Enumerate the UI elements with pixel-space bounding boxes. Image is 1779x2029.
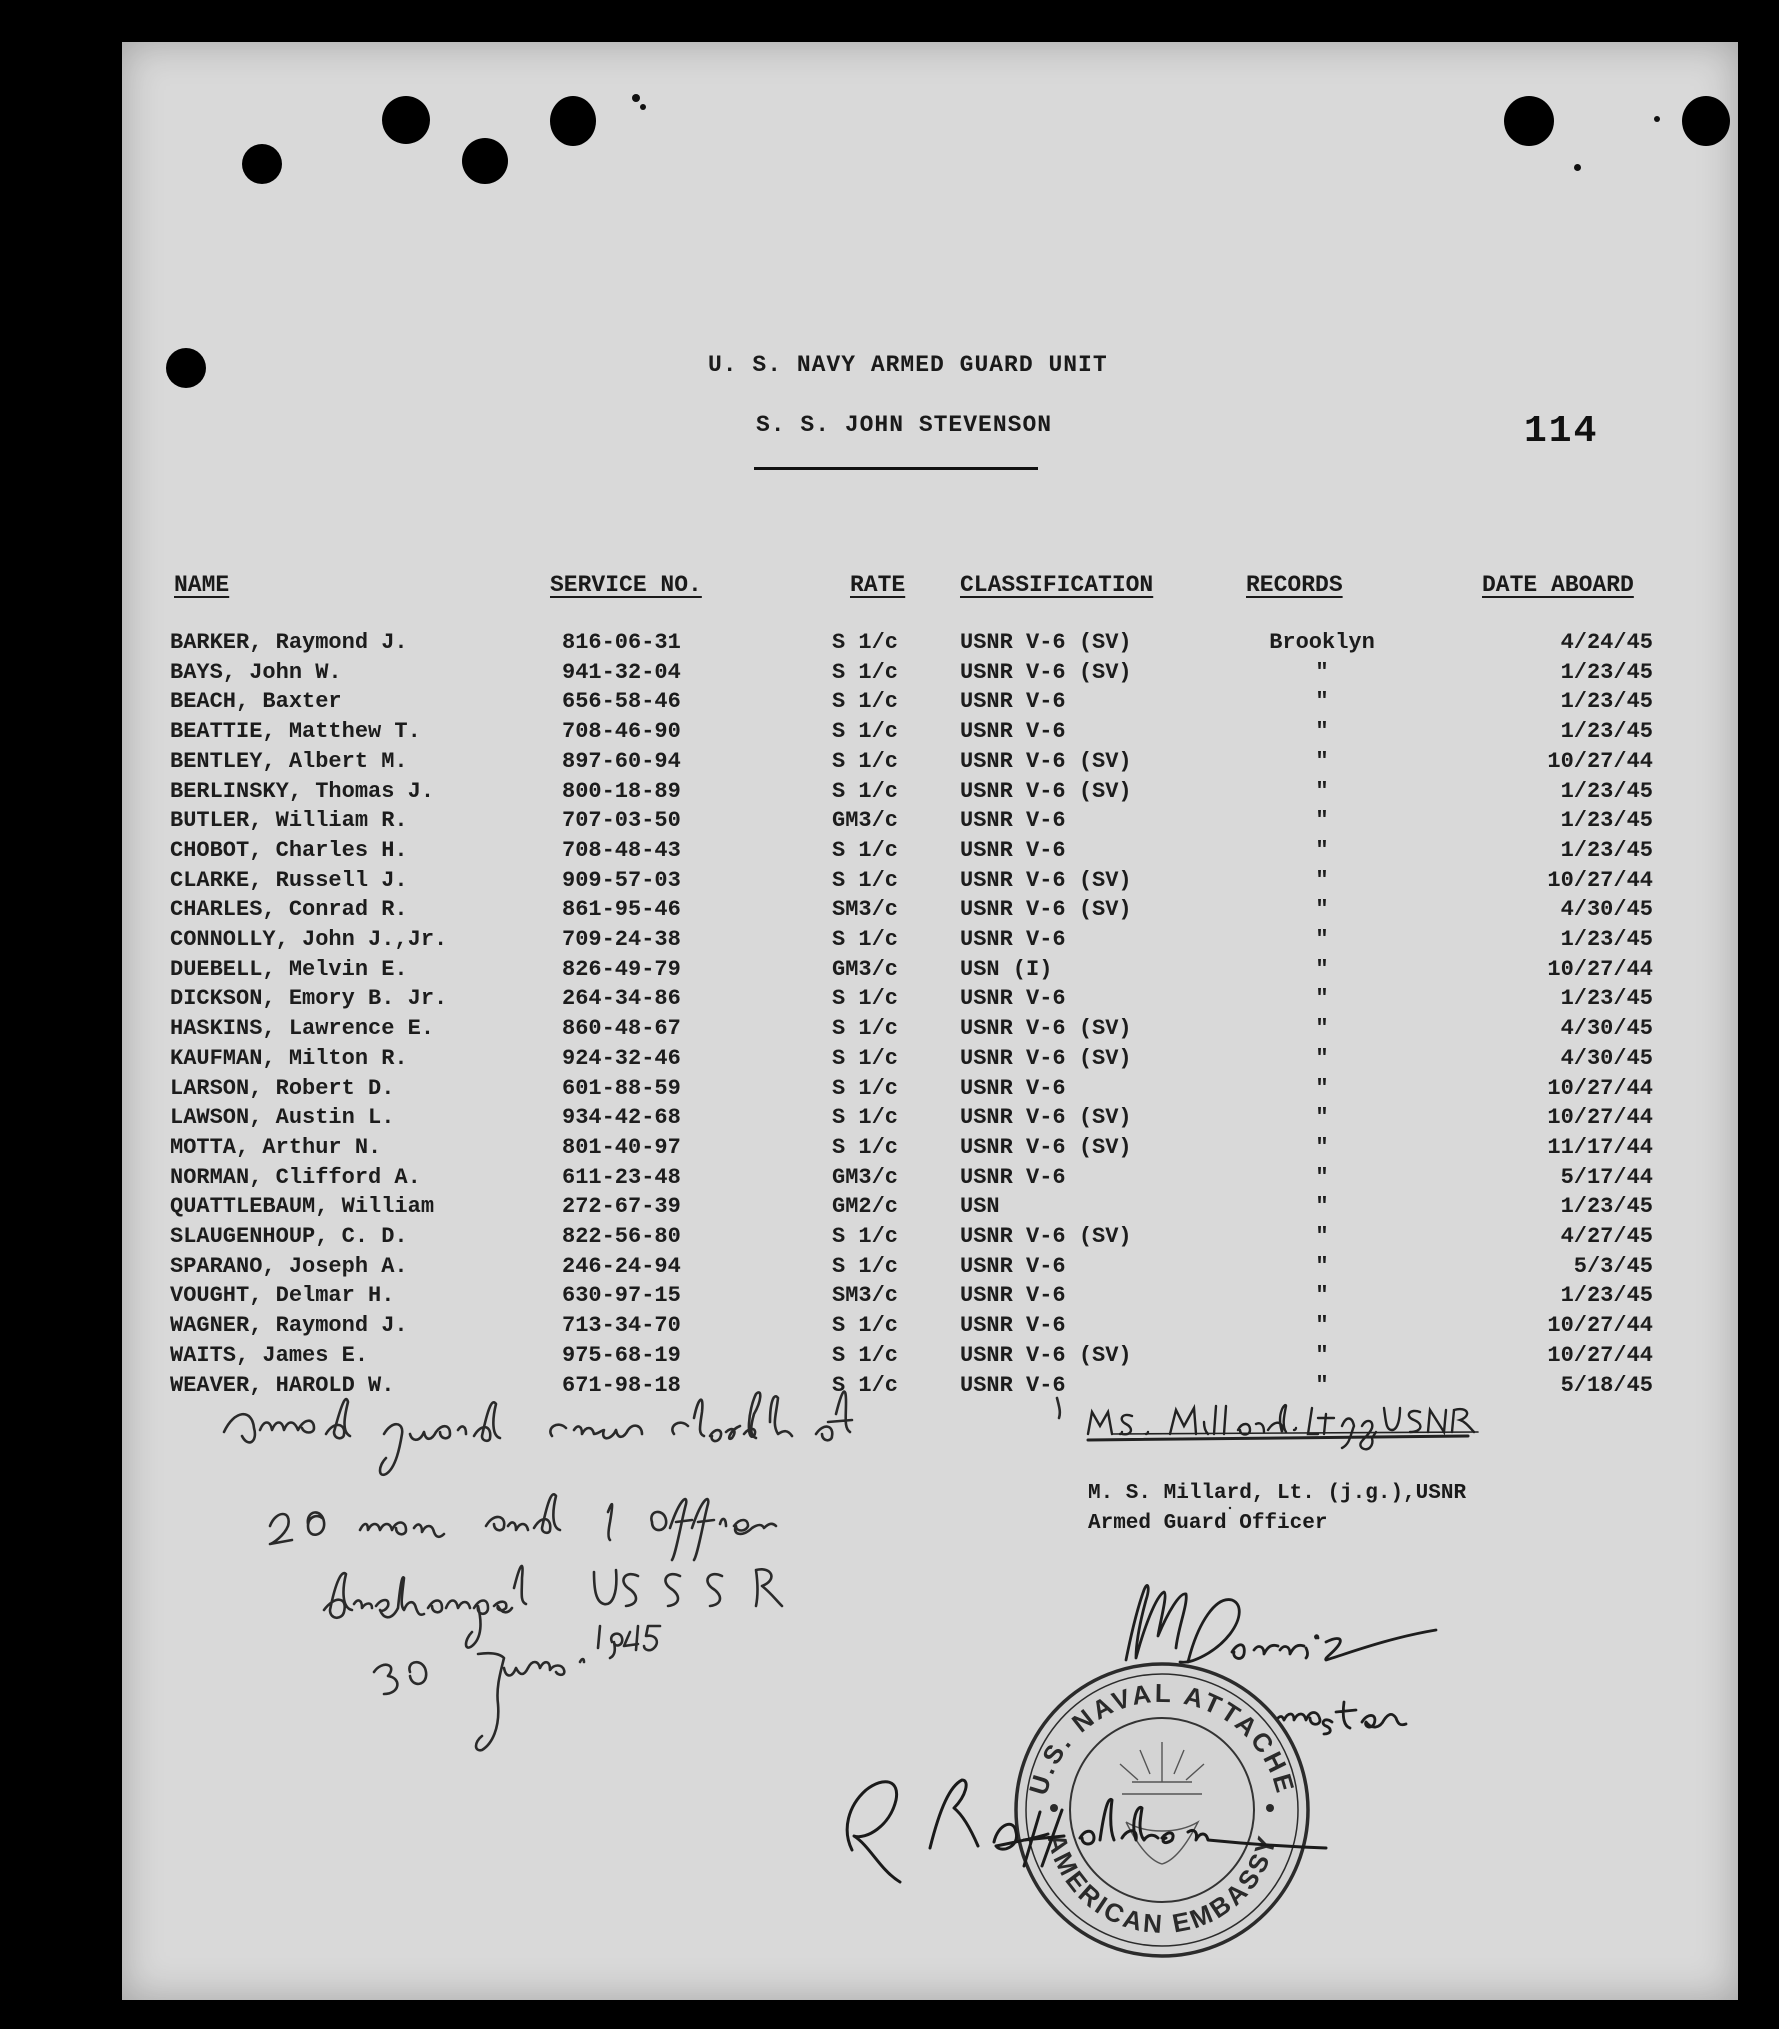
row-rate: S 1/c xyxy=(832,1075,899,1101)
row-classification: USNR V-6 xyxy=(960,1283,1066,1309)
column-header-name: NAME xyxy=(174,572,230,598)
row-date-aboard: 1/23/45 xyxy=(1560,778,1653,804)
row-name: WAGNER, Raymond J. xyxy=(170,1313,408,1339)
row-rate: SM3/c xyxy=(832,1283,899,1309)
row-name: BEATTIE, Matthew T. xyxy=(170,719,421,745)
row-service-no: 941-32-04 xyxy=(562,659,681,685)
row-rate: S 1/c xyxy=(832,837,899,863)
row-name: LARSON, Robert D. xyxy=(170,1075,395,1101)
row-service-no: 246-24-94 xyxy=(562,1253,681,1279)
row-records: " xyxy=(1315,956,1329,982)
row-classification: USNR V-6 xyxy=(960,1164,1066,1190)
row-date-aboard: 1/23/45 xyxy=(1560,808,1653,834)
row-service-no: 630-97-15 xyxy=(562,1283,681,1309)
row-rate: S 1/c xyxy=(832,1016,899,1042)
row-classification: USN (I) xyxy=(960,956,1053,982)
row-name: DICKSON, Emory B. Jr. xyxy=(170,986,448,1012)
column-header-classification: CLASSIFICATION xyxy=(960,572,1154,598)
row-name: LAWSON, Austin L. xyxy=(170,1105,395,1131)
row-classification: USNR V-6 xyxy=(960,986,1066,1012)
row-records: " xyxy=(1315,1016,1329,1042)
row-rate: GM3/c xyxy=(832,1164,899,1190)
row-date-aboard: 5/18/45 xyxy=(1560,1372,1653,1398)
row-classification: USNR V-6 xyxy=(960,808,1066,834)
row-records: " xyxy=(1315,719,1329,745)
row-service-no: 975-68-19 xyxy=(562,1342,681,1368)
row-classification: USNR V-6 xyxy=(960,1075,1066,1101)
row-records: " xyxy=(1315,1313,1329,1339)
row-rate: S 1/c xyxy=(832,689,899,715)
row-rate: S 1/c xyxy=(832,719,899,745)
naval-attache-stamp xyxy=(1016,1664,1308,1956)
row-classification: USNR V-6 (SV) xyxy=(960,1224,1132,1249)
row-date-aboard: 5/3/45 xyxy=(1573,1253,1653,1279)
handwritten-note xyxy=(224,1392,1060,1751)
row-rate: S 1/c xyxy=(832,1313,899,1339)
row-name: CHOBOT, Charles H. xyxy=(170,837,408,863)
row-records: " xyxy=(1315,1075,1329,1101)
row-records: " xyxy=(1315,1342,1329,1368)
officer-title: Armed Guard Officer xyxy=(1088,1512,1328,1535)
row-rate: S 1/c xyxy=(832,986,899,1012)
row-classification: USNR V-6 (SV) xyxy=(960,1134,1132,1160)
column-header-date-aboard: DATE ABOARD xyxy=(1482,572,1634,598)
row-records: " xyxy=(1315,837,1329,863)
row-classification: USNR V-6 (SV) xyxy=(960,897,1132,923)
row-name: CLARKE, Russell J. xyxy=(170,867,408,893)
row-classification: USNR V-6 (SV) xyxy=(960,1045,1132,1071)
row-date-aboard: 1/23/45 xyxy=(1560,986,1653,1012)
row-records: " xyxy=(1315,808,1329,834)
row-service-no: 707-03-50 xyxy=(562,808,681,834)
row-records: " xyxy=(1315,778,1329,804)
officer-name-typed: M. S. Millard, Lt. (j.g.),USNR xyxy=(1088,1482,1467,1505)
row-name: SPARANO, Joseph A. xyxy=(170,1253,408,1279)
row-name: QUATTLEBAUM, William xyxy=(170,1194,435,1220)
row-rate: S 1/c xyxy=(832,748,899,774)
row-rate: S 1/c xyxy=(832,659,899,685)
row-name: CONNOLLY, John J.,Jr. xyxy=(170,927,448,952)
row-service-no: 801-40-97 xyxy=(562,1134,681,1160)
row-classification: USNR V-6 xyxy=(960,1253,1066,1279)
row-records: " xyxy=(1315,1105,1329,1131)
row-date-aboard: 5/17/44 xyxy=(1560,1164,1653,1190)
row-classification: USNR V-6 xyxy=(960,927,1066,952)
unit-title: U. S. NAVY ARMED GUARD UNIT xyxy=(708,352,1108,378)
row-records: " xyxy=(1315,1253,1329,1279)
row-service-no: 656-58-46 xyxy=(562,689,681,715)
document-page xyxy=(122,42,1738,2000)
row-classification: USNR V-6 xyxy=(960,1372,1066,1398)
row-records: " xyxy=(1315,1224,1329,1249)
row-date-aboard: 10/27/44 xyxy=(1547,1313,1653,1339)
row-date-aboard: 1/23/45 xyxy=(1560,927,1653,952)
row-classification: USNR V-6 xyxy=(960,719,1066,745)
row-name: BERLINSKY, Thomas J. xyxy=(170,778,435,804)
row-rate: S 1/c xyxy=(832,867,899,893)
row-name: KAUFMAN, Milton R. xyxy=(170,1045,408,1071)
row-service-no: 800-18-89 xyxy=(562,778,681,804)
row-service-no: 861-95-46 xyxy=(562,897,681,923)
column-header-rate: RATE xyxy=(850,572,906,598)
row-rate: S 1/c xyxy=(832,630,899,655)
row-rate: S 1/c xyxy=(832,1224,899,1249)
row-service-no: 708-48-43 xyxy=(562,837,681,863)
row-date-aboard: 4/30/45 xyxy=(1560,1016,1653,1042)
row-rate: S 1/c xyxy=(832,778,899,804)
row-service-no: 709-24-38 xyxy=(562,927,681,952)
officer-signature xyxy=(1088,1405,1478,1508)
row-date-aboard: 10/27/44 xyxy=(1547,1342,1653,1368)
row-service-no: 708-46-90 xyxy=(562,719,681,745)
row-name: BARKER, Raymond J. xyxy=(170,630,408,655)
column-header-records: RECORDS xyxy=(1246,572,1343,598)
row-service-no: 816-06-31 xyxy=(562,630,681,655)
row-classification: USNR V-6 (SV) xyxy=(960,1016,1132,1042)
row-rate: S 1/c xyxy=(832,1045,899,1071)
row-name: NORMAN, Clifford A. xyxy=(170,1164,421,1190)
row-name: SLAUGENHOUP, C. D. xyxy=(170,1224,408,1249)
row-rate: GM2/c xyxy=(832,1194,899,1220)
row-date-aboard: 1/23/45 xyxy=(1560,837,1653,863)
row-date-aboard: 11/17/44 xyxy=(1547,1134,1653,1160)
row-rate: S 1/c xyxy=(832,1105,899,1131)
row-classification: USNR V-6 (SV) xyxy=(960,630,1132,655)
row-name: CHARLES, Conrad R. xyxy=(170,897,408,923)
row-service-no: 826-49-79 xyxy=(562,956,681,982)
row-records: " xyxy=(1315,897,1329,923)
row-service-no: 909-57-03 xyxy=(562,867,681,893)
row-name: WAITS, James E. xyxy=(170,1342,369,1368)
svg-text:U.S. NAVAL ATTACHE: U.S. NAVAL ATTACHE xyxy=(1022,1677,1302,1799)
row-classification: USNR V-6 xyxy=(960,689,1066,715)
page-number: 114 xyxy=(1524,410,1599,453)
svg-text:AMERICAN EMBASSY: AMERICAN EMBASSY xyxy=(1041,1830,1283,1940)
row-date-aboard: 4/30/45 xyxy=(1560,897,1653,923)
row-classification: USNR V-6 (SV) xyxy=(960,778,1132,804)
handwriting-layer xyxy=(122,42,1738,2000)
row-date-aboard: 10/27/44 xyxy=(1547,1075,1653,1101)
row-service-no: 822-56-80 xyxy=(562,1224,681,1249)
row-date-aboard: 1/23/45 xyxy=(1560,1283,1653,1309)
row-classification: USNR V-6 (SV) xyxy=(960,867,1132,893)
row-name: BEACH, Baxter xyxy=(170,689,342,715)
row-records: " xyxy=(1315,1164,1329,1190)
row-classification: USNR V-6 (SV) xyxy=(960,1105,1132,1131)
row-service-no: 860-48-67 xyxy=(562,1016,681,1042)
column-header-service-no: SERVICE NO. xyxy=(550,572,702,598)
row-name: BUTLER, William R. xyxy=(170,808,408,834)
row-date-aboard: 10/27/44 xyxy=(1547,1105,1653,1131)
row-date-aboard: 10/27/44 xyxy=(1547,956,1653,982)
row-records: " xyxy=(1315,1283,1329,1309)
row-records: " xyxy=(1315,867,1329,893)
row-name: HASKINS, Lawrence E. xyxy=(170,1016,435,1042)
row-classification: USNR V-6 (SV) xyxy=(960,659,1132,685)
row-date-aboard: 1/23/45 xyxy=(1560,719,1653,745)
row-rate: SM3/c xyxy=(832,897,899,923)
row-rate: S 1/c xyxy=(832,927,899,952)
row-date-aboard: 10/27/44 xyxy=(1547,867,1653,893)
row-name: BENTLEY, Albert M. xyxy=(170,748,408,774)
row-classification: USN xyxy=(960,1194,1000,1220)
row-rate: S 1/c xyxy=(832,1372,899,1398)
row-rate: S 1/c xyxy=(832,1342,899,1368)
row-date-aboard: 1/23/45 xyxy=(1560,1194,1653,1220)
row-rate: GM3/c xyxy=(832,956,899,982)
row-classification: USNR V-6 (SV) xyxy=(960,748,1132,774)
row-name: WEAVER, HAROLD W. xyxy=(170,1372,395,1398)
row-records: " xyxy=(1315,986,1329,1012)
row-records: " xyxy=(1315,659,1329,685)
row-records: " xyxy=(1315,1134,1329,1160)
row-name: DUEBELL, Melvin E. xyxy=(170,956,408,982)
row-records: " xyxy=(1315,1372,1329,1398)
ship-title: S. S. JOHN STEVENSON xyxy=(756,412,1053,438)
row-service-no: 272-67-39 xyxy=(562,1194,681,1220)
row-rate: GM3/c xyxy=(832,808,899,834)
row-classification: USNR V-6 xyxy=(960,1313,1066,1339)
row-service-no: 611-23-48 xyxy=(562,1164,681,1190)
row-service-no: 713-34-70 xyxy=(562,1313,681,1339)
row-date-aboard: 1/23/45 xyxy=(1560,689,1653,715)
row-records: " xyxy=(1315,748,1329,774)
row-service-no: 924-32-46 xyxy=(562,1045,681,1071)
row-service-no: 601-88-59 xyxy=(562,1075,681,1101)
row-service-no: 671-98-18 xyxy=(562,1372,681,1398)
row-records: " xyxy=(1315,927,1329,952)
row-name: MOTTA, Arthur N. xyxy=(170,1134,382,1160)
row-rate: S 1/c xyxy=(832,1134,899,1160)
row-classification: USNR V-6 (SV) xyxy=(960,1342,1132,1368)
row-date-aboard: 1/23/45 xyxy=(1560,659,1653,685)
row-service-no: 264-34-86 xyxy=(562,986,681,1012)
row-name: BAYS, John W. xyxy=(170,659,342,685)
row-service-no: 897-60-94 xyxy=(562,748,681,774)
row-date-aboard: 4/30/45 xyxy=(1560,1045,1653,1071)
row-date-aboard: 10/27/44 xyxy=(1547,748,1653,774)
row-rate: S 1/c xyxy=(832,1253,899,1279)
row-name: VOUGHT, Delmar H. xyxy=(170,1283,395,1309)
row-service-no: 934-42-68 xyxy=(562,1105,681,1131)
row-records: " xyxy=(1315,689,1329,715)
row-classification: USNR V-6 xyxy=(960,837,1066,863)
row-date-aboard: 4/27/45 xyxy=(1560,1224,1653,1249)
row-records: Brooklyn xyxy=(1269,630,1375,655)
row-records: " xyxy=(1315,1045,1329,1071)
row-records: " xyxy=(1315,1194,1329,1220)
row-date-aboard: 4/24/45 xyxy=(1560,630,1653,655)
